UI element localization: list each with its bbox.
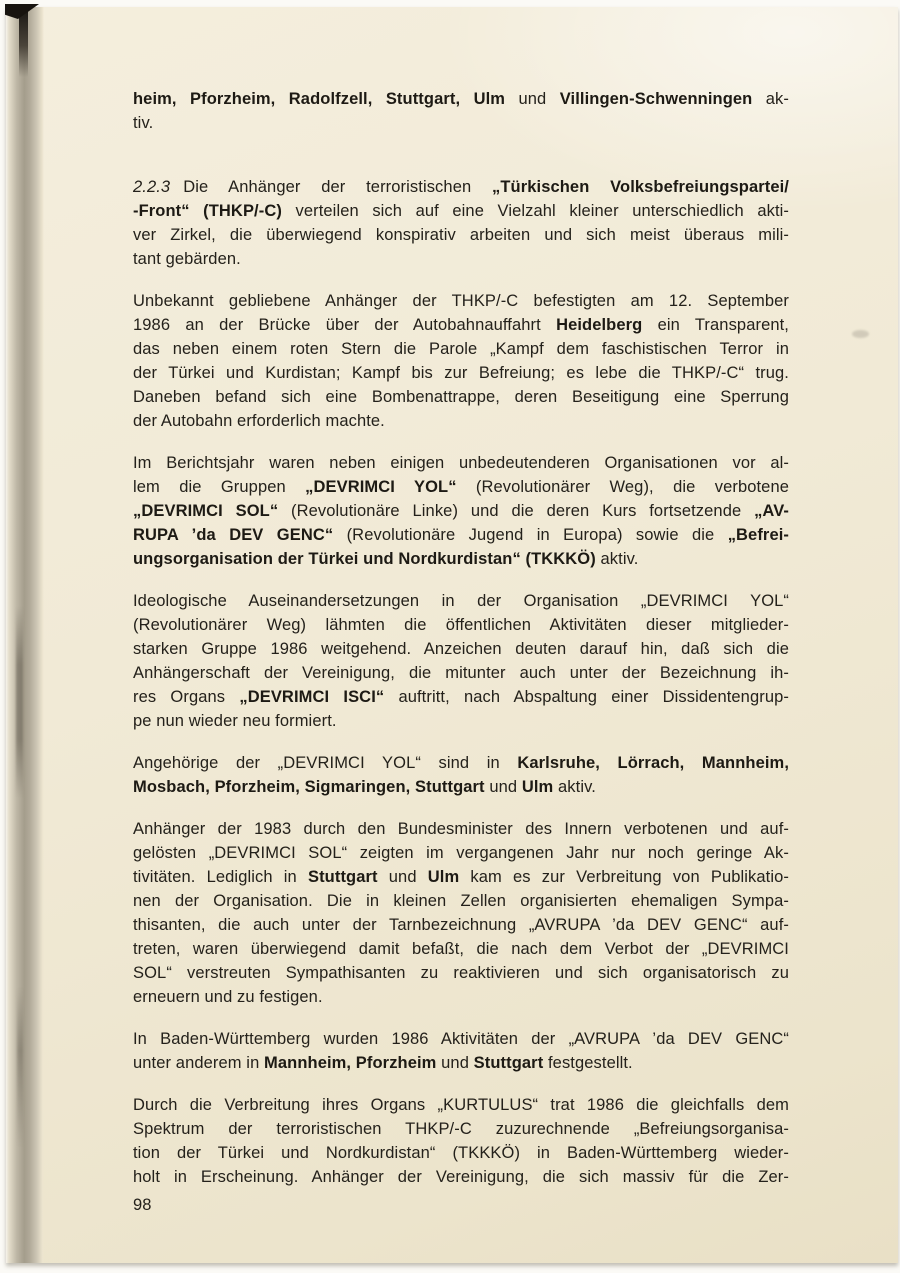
text-line [133, 985, 789, 1009]
text-line [133, 889, 789, 913]
text-run: Spektrum der terroristischen THKP/-C zuzurechnende „Befreiungsorganisa- [133, 1120, 789, 1138]
text-line [133, 661, 789, 685]
paragraph [133, 289, 789, 433]
text-run: und [436, 1054, 474, 1072]
bold-text-run: „Befrei- [727, 526, 790, 544]
text-run: Ideologische Auseinandersetzungen in der Organisation „DEVRIMCI YOL“ [133, 592, 789, 610]
text-run: erneuern und zu festigen. [133, 988, 323, 1006]
text-run: SOL“ verstreuten Sympathisanten zu reaktivieren und sich organisatorisch zu [133, 964, 789, 982]
text-run: Durch die Verbreitung ihres Organs „KURTULUS“ trat 1986 die gleichfalls dem [133, 1096, 789, 1114]
text-run: lem die Gruppen [133, 478, 306, 496]
text-line [133, 709, 789, 733]
bold-text-run: Stuttgart [307, 868, 378, 886]
text-run: unter anderem in [133, 1054, 265, 1072]
bold-text-run: Ulm [427, 868, 460, 886]
text-run: und [377, 868, 428, 886]
text-run: Anhängerschaft der Vereinigung, die mitunter auch unter der Bezeichnung ih- [133, 664, 789, 682]
text-run: aktiv. [595, 550, 639, 568]
text-line [133, 499, 789, 523]
text-run: aktiv. [553, 778, 596, 796]
text-line [133, 361, 789, 385]
italic-text-run: 2.2.3 [133, 178, 171, 196]
text-run: verteilen sich auf eine Vielzahl kleiner unterschiedlich akti- [281, 202, 789, 220]
section-paragraph [133, 175, 789, 271]
text-run: Die Anhänger der terroristischen [183, 178, 492, 196]
text-run: tiv. [133, 114, 154, 132]
text-line [133, 451, 789, 475]
text-run: Daneben befand sich eine Bombenattrappe, deren Beseitigung eine Sperrung [133, 388, 789, 406]
paragraph [133, 751, 789, 799]
bold-text-run: „AV- [754, 502, 790, 520]
bold-text-run: Ulm [521, 778, 554, 796]
text-run: auftritt, nach Abspaltung einer Dissidentengrup- [384, 688, 789, 706]
text-run: Unbekannt gebliebene Anhänger der THKP/-C befestigten am 12. September [133, 292, 789, 310]
binding-edge [6, 7, 44, 1263]
text-run: 1986 an der Brücke über der Autobahnauffahrt [133, 316, 557, 334]
paragraph [133, 817, 789, 1009]
text-line [133, 1051, 789, 1075]
paragraph [133, 87, 789, 135]
text-run: tant gebärden. [133, 250, 241, 268]
text-run: der Autobahn erforderlich machte. [133, 412, 385, 430]
text-run: ein Transparent, [642, 316, 789, 334]
text-run: der Türkei und Kurdistan; Kampf bis zur Befreiung; es lebe die THKP/-C“ trug. [133, 364, 789, 382]
text-line [133, 913, 789, 937]
page-number: 98 [133, 1196, 152, 1214]
text-line [133, 475, 789, 499]
text-run: (Revolutionärer Weg), die verbotene [456, 478, 790, 496]
text-line [133, 223, 789, 247]
text-run: res Organs [133, 688, 240, 706]
text-run: pe nun wieder neu formiert. [133, 712, 337, 730]
bold-text-run: Stuttgart [473, 1054, 544, 1072]
bold-text-run: „DEVRIMCI YOL“ [305, 478, 457, 496]
text-line [133, 1165, 789, 1189]
text-line [133, 817, 789, 841]
text-line [133, 613, 789, 637]
paragraph [133, 589, 789, 733]
text-line [133, 841, 789, 865]
text-line [133, 385, 789, 409]
text-run: tion der Türkei und Nordkurdistan“ (TKKKÖ) in Baden-Württemberg wieder- [133, 1144, 789, 1162]
text-line [133, 589, 789, 613]
text-line [133, 1141, 789, 1165]
text-line [133, 751, 789, 775]
text-run: (Revolutionärer Weg) lähmten die öffentlichen Aktivitäten dieser mitglieder- [133, 616, 789, 634]
text-run: tivitäten. Lediglich in [133, 868, 308, 886]
text-run: und [484, 778, 522, 796]
text-line [133, 175, 789, 199]
text-run: (Revolutionäre Jugend in Europa) sowie die [333, 526, 728, 544]
bold-text-run: Heidelberg [556, 316, 643, 334]
text-line [133, 961, 789, 985]
page-content [133, 87, 789, 1217]
text-line [133, 547, 789, 571]
text-line [133, 775, 789, 799]
text-line [133, 1093, 789, 1117]
text-line [133, 337, 789, 361]
scan-smudge-artifact [852, 330, 869, 338]
text-line [133, 87, 789, 111]
text-line [133, 523, 789, 547]
bold-text-run: „Türkischen Volksbefreiungspartei/ [492, 178, 789, 196]
bold-text-run: -Front“ (THKP/-C) [133, 202, 282, 220]
text-run: das neben einem roten Stern die Parole „Kampf dem faschistischen Terror in [133, 340, 789, 358]
text-line [133, 313, 789, 337]
text-line [133, 937, 789, 961]
text-run: kam es zur Verbreitung von Publikatio- [459, 868, 790, 886]
bold-text-run: heim, Pforzheim, Radolfzell, Stuttgart, Ulm [133, 90, 506, 108]
bold-text-run: Villingen-Schwenningen [559, 90, 753, 108]
bold-text-run: Mannheim, Pforzheim [264, 1054, 437, 1072]
bold-text-run: „DEVRIMCI ISCI“ [239, 688, 385, 706]
bold-text-run: RUPA ’da DEV GENC“ [133, 526, 334, 544]
text-line [133, 637, 789, 661]
text-run: und [505, 90, 560, 108]
text-run: festgestellt. [543, 1054, 633, 1072]
text-run: (Revolutionäre Linke) und die deren Kurs fortsetzende [278, 502, 755, 520]
binding-shadow-top [19, 7, 28, 77]
paragraph [133, 1093, 789, 1189]
text-run: Im Berichtsjahr waren neben einigen unbedeutenderen Organisationen vor al- [133, 454, 789, 472]
binding-shadow-low [17, 987, 23, 1147]
binding-shadow-mid [16, 607, 23, 797]
text-line [133, 865, 789, 889]
text-run: thisanten, die auch unter der Tarnbezeichnung „AVRUPA ’da DEV GENC“ auf- [133, 916, 789, 934]
text-run: nen der Organisation. Die in kleinen Zellen organisierten ehemaligen Sympa- [133, 892, 789, 910]
paragraph [133, 1027, 789, 1075]
text-line [133, 1027, 789, 1051]
text-line [133, 111, 789, 135]
text-line [133, 247, 789, 271]
text-run: treten, waren überwiegend damit befaßt, die nach dem Verbot der „DEVRIMCI [133, 940, 789, 958]
bold-text-run: „DEVRIMCI SOL“ [133, 502, 279, 520]
text-run: In Baden-Württemberg wurden 1986 Aktivitäten der „AVRUPA ’da DEV GENC“ [133, 1030, 789, 1048]
text-line [133, 685, 789, 709]
text-run: ver Zirkel, die überwiegend konspirativ arbeiten und sich meist überaus mili- [133, 226, 789, 244]
text-run: ak- [752, 90, 789, 108]
document-page [6, 7, 898, 1263]
text-run: gelösten „DEVRIMCI SOL“ zeigten im vergangenen Jahr nur noch geringe Ak- [133, 844, 789, 862]
text-run: Anhänger der 1983 durch den Bundesminister des Innern verbotenen und auf- [133, 820, 789, 838]
text-run: starken Gruppe 1986 weitgehend. Anzeichen deuten darauf hin, daß sich die [133, 640, 789, 658]
text-run: Angehörige der „DEVRIMCI YOL“ sind in [133, 754, 518, 772]
paragraph [133, 451, 789, 571]
text-line [133, 409, 789, 433]
text-line [133, 1117, 789, 1141]
bold-text-run: Karlsruhe, Lörrach, Mannheim, [517, 754, 790, 772]
text-line [133, 289, 789, 313]
bold-text-run: Mosbach, Pforzheim, Sigmaringen, Stuttgart [133, 778, 485, 796]
bold-text-run: ungsorganisation der Türkei und Nordkurdistan“ (TKKKÖ) [133, 550, 596, 568]
text-line [133, 199, 789, 223]
text-run: holt in Erscheinung. Anhänger der Vereinigung, die sich massiv für die Zer- [133, 1168, 789, 1186]
